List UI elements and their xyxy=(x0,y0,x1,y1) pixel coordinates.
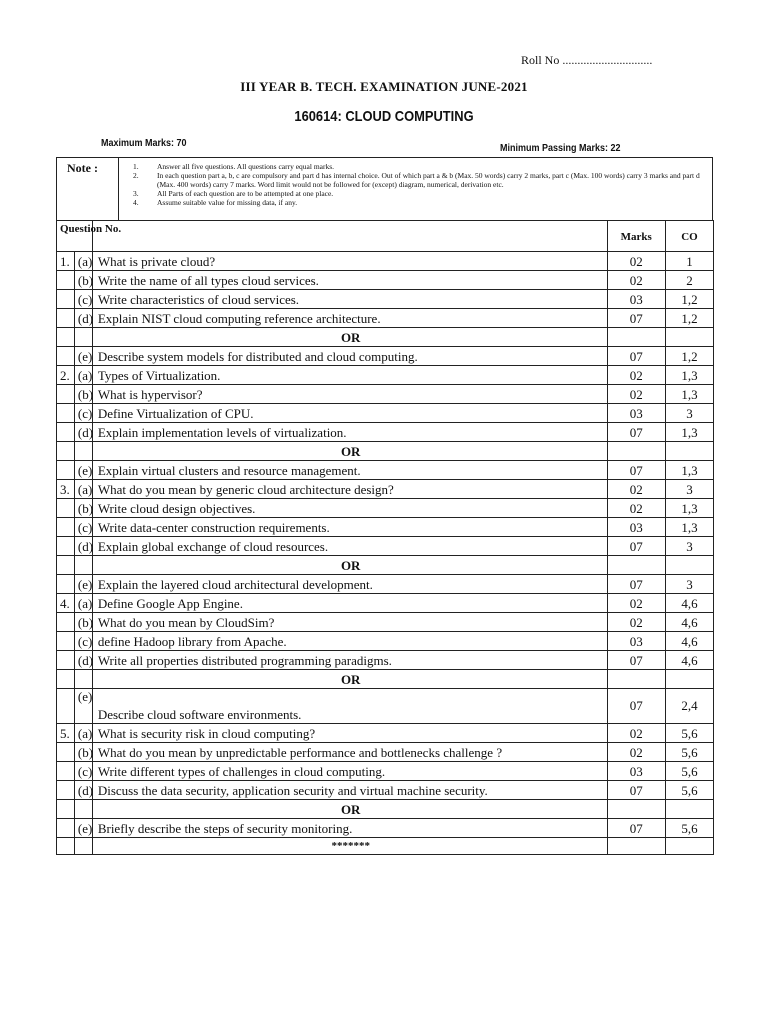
question-number xyxy=(57,743,75,762)
marks-value: 07 xyxy=(607,347,665,366)
question-text: What do you mean by CloudSim? xyxy=(92,613,607,632)
question-text: define Hadoop library from Apache. xyxy=(92,632,607,651)
co-value: 5,6 xyxy=(665,724,713,743)
sub-part: (a) xyxy=(74,480,92,499)
sub-part: (c) xyxy=(74,518,92,537)
co-value: 2 xyxy=(665,271,713,290)
question-number xyxy=(57,442,75,461)
question-text: Explain the layered cloud architectural development. xyxy=(92,575,607,594)
question-text: What do you mean by generic cloud architecture design? xyxy=(92,480,607,499)
question-text: What is private cloud? xyxy=(92,252,607,271)
table-row xyxy=(57,271,714,290)
marks-value xyxy=(607,800,665,819)
sub-part: (b) xyxy=(74,385,92,404)
sub-part xyxy=(74,800,92,819)
co-value: 4,6 xyxy=(665,613,713,632)
marks-value xyxy=(607,556,665,575)
note-label: Note : xyxy=(67,161,98,175)
question-text: Types of Virtualization. xyxy=(92,366,607,385)
sub-part: (c) xyxy=(74,632,92,651)
question-text: Explain virtual clusters and resource management. xyxy=(92,461,607,480)
question-text: Define Virtualization of CPU. xyxy=(92,404,607,423)
question-text: Write characteristics of cloud services. xyxy=(92,290,607,309)
end-row xyxy=(57,838,714,855)
co-value: 1,2 xyxy=(665,290,713,309)
question-text: Briefly describe the steps of security monitoring. xyxy=(92,819,607,838)
question-number xyxy=(57,385,75,404)
marks-value: 07 xyxy=(607,423,665,442)
or-row xyxy=(57,328,714,347)
marks-value: 03 xyxy=(607,290,665,309)
question-number xyxy=(57,613,75,632)
marks-value: 03 xyxy=(607,518,665,537)
table-row xyxy=(57,404,714,423)
table-row xyxy=(57,575,714,594)
or-label: OR xyxy=(92,670,607,689)
sub-part: (a) xyxy=(74,594,92,613)
instruction-item xyxy=(133,171,704,189)
table-row xyxy=(57,347,714,366)
marks-value: 07 xyxy=(607,689,665,724)
co-value: 5,6 xyxy=(665,781,713,800)
marks-value xyxy=(607,328,665,347)
table-row xyxy=(57,366,714,385)
sub-part: (b) xyxy=(74,743,92,762)
question-number-header: Question No. xyxy=(57,221,93,252)
question-number xyxy=(57,689,75,724)
sub-part: (d) xyxy=(74,651,92,670)
question-number xyxy=(57,575,75,594)
marks-header: Marks xyxy=(607,221,665,252)
note-divider xyxy=(118,158,119,220)
minimum-passing-marks: Minimum Passing Marks: 22 xyxy=(500,143,621,154)
end-of-paper-mark: ******* xyxy=(92,838,607,855)
sub-part: (d) xyxy=(74,781,92,800)
question-text: Write cloud design objectives. xyxy=(92,499,607,518)
sub-part: (d) xyxy=(74,423,92,442)
question-number xyxy=(57,290,75,309)
question-number xyxy=(57,347,75,366)
marks-value: 02 xyxy=(607,366,665,385)
marks-value: 02 xyxy=(607,613,665,632)
co-value xyxy=(665,328,713,347)
sub-part xyxy=(74,670,92,689)
sub-part: (c) xyxy=(74,290,92,309)
marks-value: 02 xyxy=(607,499,665,518)
co-value xyxy=(665,442,713,461)
or-row xyxy=(57,442,714,461)
marks-value: 07 xyxy=(607,575,665,594)
question-text: Write data-center construction requirements. xyxy=(92,518,607,537)
table-row xyxy=(57,689,714,724)
instruction-number: 1. xyxy=(133,162,139,171)
question-number: 3. xyxy=(57,480,75,499)
empty-cell xyxy=(57,838,75,855)
question-number: 1. xyxy=(57,252,75,271)
question-number xyxy=(57,518,75,537)
marks-value: 03 xyxy=(607,632,665,651)
question-number xyxy=(57,537,75,556)
table-row xyxy=(57,518,714,537)
question-number xyxy=(57,328,75,347)
empty-cell xyxy=(607,838,665,855)
marks-value xyxy=(607,670,665,689)
instruction-item xyxy=(133,198,704,207)
table-row xyxy=(57,499,714,518)
or-row xyxy=(57,670,714,689)
question-text: Write all properties distributed programming paradigms. xyxy=(92,651,607,670)
question-number xyxy=(57,762,75,781)
marks-value: 07 xyxy=(607,781,665,800)
co-value: 1,2 xyxy=(665,309,713,328)
sub-part xyxy=(74,442,92,461)
marks-value xyxy=(607,442,665,461)
question-text: Describe cloud software environments. xyxy=(92,689,607,724)
table-row xyxy=(57,309,714,328)
instruction-number: 4. xyxy=(133,198,139,207)
co-value: 1,2 xyxy=(665,347,713,366)
sub-part: (e) xyxy=(74,689,92,724)
sub-part: (b) xyxy=(74,271,92,290)
co-value xyxy=(665,556,713,575)
sub-part: (a) xyxy=(74,252,92,271)
instruction-number: 3. xyxy=(133,189,139,198)
exam-title: III YEAR B. TECH. EXAMINATION JUNE-2021 xyxy=(240,79,528,94)
co-value: 3 xyxy=(665,537,713,556)
table-row xyxy=(57,537,714,556)
question-text: What is security risk in cloud computing? xyxy=(92,724,607,743)
roll-number: Roll No .............................. xyxy=(521,53,653,67)
question-number xyxy=(57,556,75,575)
questions-table xyxy=(56,220,714,855)
table-row xyxy=(57,385,714,404)
sub-part: (e) xyxy=(74,575,92,594)
or-label: OR xyxy=(92,556,607,575)
question-text: Write different types of challenges in cloud computing. xyxy=(92,762,607,781)
or-row xyxy=(57,800,714,819)
table-row xyxy=(57,613,714,632)
or-label: OR xyxy=(92,442,607,461)
table-row xyxy=(57,461,714,480)
co-value: 3 xyxy=(665,575,713,594)
marks-value: 07 xyxy=(607,537,665,556)
marks-value: 03 xyxy=(607,404,665,423)
table-row xyxy=(57,781,714,800)
question-number xyxy=(57,423,75,442)
marks-value: 02 xyxy=(607,271,665,290)
co-value: 4,6 xyxy=(665,632,713,651)
co-value: 1,3 xyxy=(665,385,713,404)
question-number xyxy=(57,651,75,670)
sub-part xyxy=(74,328,92,347)
co-value: 5,6 xyxy=(665,819,713,838)
question-number xyxy=(57,499,75,518)
marks-value: 07 xyxy=(607,309,665,328)
marks-value: 02 xyxy=(607,724,665,743)
marks-value: 02 xyxy=(607,252,665,271)
instruction-item xyxy=(133,189,704,198)
or-label: OR xyxy=(92,800,607,819)
question-number xyxy=(57,819,75,838)
question-text: Discuss the data security, application security and virtual machine security. xyxy=(92,781,607,800)
co-value: 4,6 xyxy=(665,651,713,670)
co-value: 1,3 xyxy=(665,518,713,537)
sub-part xyxy=(74,556,92,575)
instruction-item xyxy=(133,162,704,171)
question-text-header xyxy=(92,221,607,252)
instruction-text: Answer all five questions. All questions carry equal marks. xyxy=(157,162,335,171)
sub-part: (d) xyxy=(74,537,92,556)
sub-part: (e) xyxy=(74,819,92,838)
co-value: 1,3 xyxy=(665,423,713,442)
co-value: 5,6 xyxy=(665,762,713,781)
co-value: 2,4 xyxy=(665,689,713,724)
sub-part: (c) xyxy=(74,404,92,423)
question-number xyxy=(57,404,75,423)
co-value: 4,6 xyxy=(665,594,713,613)
question-text: Write the name of all types cloud services. xyxy=(92,271,607,290)
question-text: What do you mean by unpredictable performance and bottlenecks challenge ? xyxy=(92,743,607,762)
sub-part: (e) xyxy=(74,461,92,480)
table-row xyxy=(57,423,714,442)
table-row xyxy=(57,594,714,613)
co-value: 5,6 xyxy=(665,743,713,762)
question-number xyxy=(57,271,75,290)
question-text: Define Google App Engine. xyxy=(92,594,607,613)
marks-value: 07 xyxy=(607,819,665,838)
table-row xyxy=(57,632,714,651)
table-row xyxy=(57,252,714,271)
sub-part: (c) xyxy=(74,762,92,781)
co-header: CO xyxy=(665,221,713,252)
table-row xyxy=(57,743,714,762)
table-row xyxy=(57,762,714,781)
subject-title: 160614: CLOUD COMPUTING xyxy=(294,108,474,125)
question-number xyxy=(57,632,75,651)
sub-part: (a) xyxy=(74,724,92,743)
instructions-list xyxy=(133,162,704,207)
instruction-text: Assume suitable value for missing data, if any. xyxy=(157,198,298,207)
marks-value: 02 xyxy=(607,480,665,499)
empty-cell xyxy=(74,838,92,855)
table-header-row xyxy=(57,221,714,252)
co-value xyxy=(665,800,713,819)
question-number xyxy=(57,781,75,800)
table-row xyxy=(57,724,714,743)
question-number xyxy=(57,309,75,328)
question-text: Explain NIST cloud computing reference architecture. xyxy=(92,309,607,328)
or-label: OR xyxy=(92,328,607,347)
marks-value: 07 xyxy=(607,651,665,670)
question-text: Explain implementation levels of virtualization. xyxy=(92,423,607,442)
maximum-marks: Maximum Marks: 70 xyxy=(101,138,187,149)
marks-value: 02 xyxy=(607,594,665,613)
instruction-number: 2. xyxy=(133,171,139,180)
co-value: 1,3 xyxy=(665,499,713,518)
sub-part: (d) xyxy=(74,309,92,328)
marks-value: 03 xyxy=(607,762,665,781)
question-number xyxy=(57,800,75,819)
co-value: 3 xyxy=(665,404,713,423)
marks-value: 02 xyxy=(607,743,665,762)
table-row xyxy=(57,819,714,838)
table-row xyxy=(57,480,714,499)
empty-cell xyxy=(665,838,713,855)
instruction-text: In each question part a, b, c are compulsory and part d has internal choice. Out of which part a & b (Max. 50 words) carry 2 marks, part c (Max. 100 words) carry 3 marks and part d (Max. 400 words) carry 7 marks. Word limit would not be followed for (except) diagram, numerical, derivation etc. xyxy=(157,171,700,189)
table-row xyxy=(57,651,714,670)
question-number: 4. xyxy=(57,594,75,613)
question-number: 5. xyxy=(57,724,75,743)
or-row xyxy=(57,556,714,575)
marks-value: 07 xyxy=(607,461,665,480)
question-number: 2. xyxy=(57,366,75,385)
sub-part: (b) xyxy=(74,613,92,632)
question-number xyxy=(57,461,75,480)
instructions-box xyxy=(56,157,713,221)
question-text: What is hypervisor? xyxy=(92,385,607,404)
sub-part: (b) xyxy=(74,499,92,518)
marks-value: 02 xyxy=(607,385,665,404)
co-value: 1 xyxy=(665,252,713,271)
sub-part: (a) xyxy=(74,366,92,385)
co-value xyxy=(665,670,713,689)
question-number xyxy=(57,670,75,689)
question-text: Describe system models for distributed and cloud computing. xyxy=(92,347,607,366)
co-value: 3 xyxy=(665,480,713,499)
table-row xyxy=(57,290,714,309)
sub-part: (e) xyxy=(74,347,92,366)
co-value: 1,3 xyxy=(665,461,713,480)
instruction-text: All Parts of each question are to be attempted at one place. xyxy=(157,189,334,198)
question-text: Explain global exchange of cloud resources. xyxy=(92,537,607,556)
co-value: 1,3 xyxy=(665,366,713,385)
